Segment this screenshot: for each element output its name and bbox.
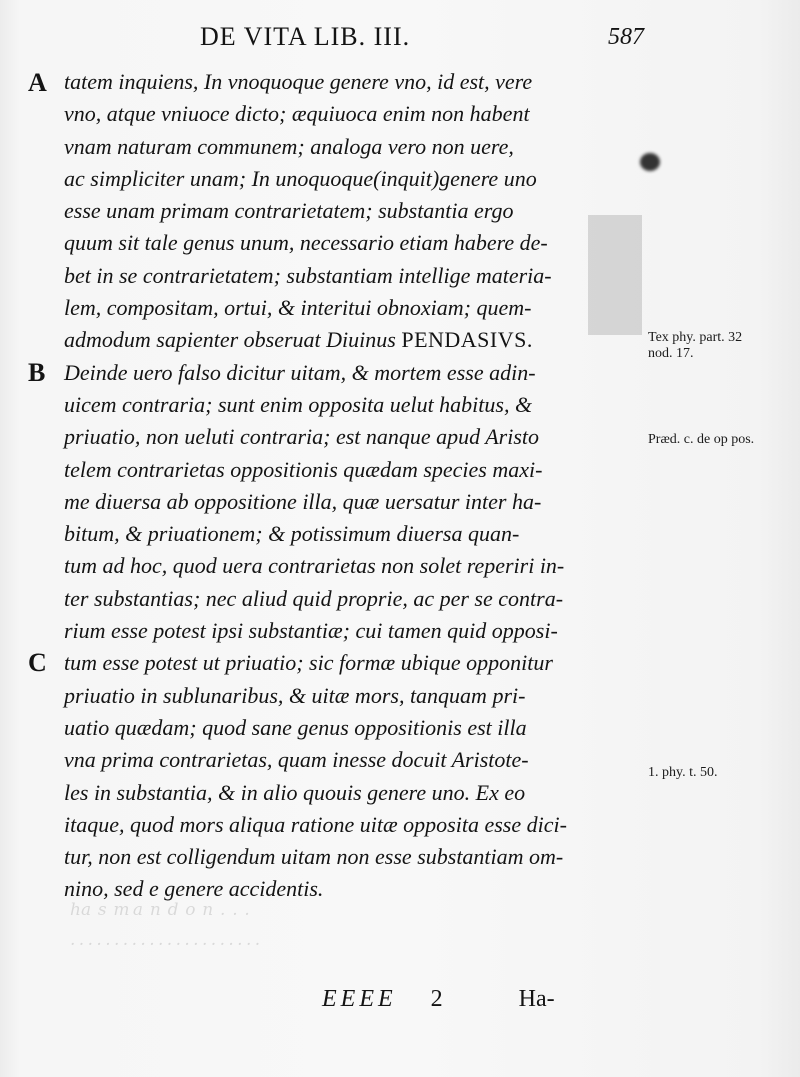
page-number: 587 xyxy=(608,24,644,50)
text-line: uatio quædam; quod sane genus oppositionis est illa xyxy=(64,714,527,740)
body-text xyxy=(64,66,644,906)
text-line: itaque, quod mors aliqua ratione uitæ opposita esse dici- xyxy=(64,811,567,837)
running-title: DE VITA LIB. III. xyxy=(200,22,411,51)
text-line: bitum, & priuationem; & potissimum diuersa quan- xyxy=(64,521,520,547)
section-letter-a: A xyxy=(28,68,47,97)
text-line: Deinde uero falso dicitur uitam, & mortem esse adin- xyxy=(64,359,536,385)
page-footer xyxy=(322,986,555,1013)
text-line: tur, non est colligendum uitam non esse substantiam om- xyxy=(64,844,564,870)
text-line: tatem inquiens, In vnoquoque genere vno, id est, vere xyxy=(64,69,533,94)
text-line: tum ad hoc, quod uera contrarietas non solet reperiri in- xyxy=(64,553,565,579)
text-line: uicem contraria; sunt enim opposita uelut habitus, & xyxy=(64,391,533,417)
text-line: bet in se contrarietatem; substantiam intellige materia- xyxy=(64,262,552,288)
signature-mark: EEEE xyxy=(322,986,397,1012)
marginal-note: Tex phy. part. 32 nod. 17. xyxy=(648,330,743,361)
text-line: esse unam primam contrarietatem; substantia ergo xyxy=(64,198,514,224)
text-line: ac simpliciter unam; In unoquoque(inquit)genere uno xyxy=(64,165,537,191)
signature-number: 2 xyxy=(430,986,443,1012)
text-line: me diuersa ab oppositione illa, quæ uersatur inter ha- xyxy=(64,488,542,514)
author-name: PENDASIVS. xyxy=(401,327,533,353)
marginal-note: 1. phy. t. 50. xyxy=(648,765,718,780)
text-line: les in substantia, & in alio quouis genere uno. Ex eo xyxy=(64,779,526,805)
text-segment: admodum sapienter obseruat Diuinus xyxy=(64,327,396,353)
catchword: Ha- xyxy=(518,986,555,1012)
marginal-note: Præd. c. de op pos. xyxy=(648,432,755,447)
text-line: priuatio in sublunaribus, & uitæ mors, tanquam pri- xyxy=(64,682,526,708)
text-line: vna prima contrarietas, quam inesse docuit Aristote- xyxy=(64,747,529,773)
text-line: quum sit tale genus unum, necessario etiam habere de- xyxy=(64,230,548,256)
bleed-through-text: . . . . . . . . . . . . . . . . . . . . . . xyxy=(70,930,261,950)
text-line: vnam naturam communem; analoga vero non uere, xyxy=(64,133,514,159)
text-line: lem, compositam, ortui, & interitui obnoxiam; quem- xyxy=(64,295,532,321)
text-line: tum esse potest ut priuatio; sic formæ ubique opponitur xyxy=(64,650,553,676)
bleed-through-text: ha s m a n d o n . . . xyxy=(70,900,250,920)
text-line: rium esse potest ipsi substantiæ; cui tamen quid opposi- xyxy=(64,618,558,644)
text-line: priuatio, non ueluti contraria; est nanque apud Aristo xyxy=(64,424,540,450)
text-line xyxy=(64,324,644,356)
section-letter-b: B xyxy=(28,358,46,387)
text-line: ter substantias; nec aliud quid proprie, ac per se contra- xyxy=(64,585,564,611)
section-letter-c: C xyxy=(28,648,47,677)
text-line: telem contrarietas oppositionis quædam species maxi- xyxy=(64,456,543,482)
text-line: vno, atque vniuoce dicto; æquiuoca enim non habent xyxy=(64,101,530,127)
text-line: nino, sed e genere accidentis. xyxy=(64,876,324,902)
